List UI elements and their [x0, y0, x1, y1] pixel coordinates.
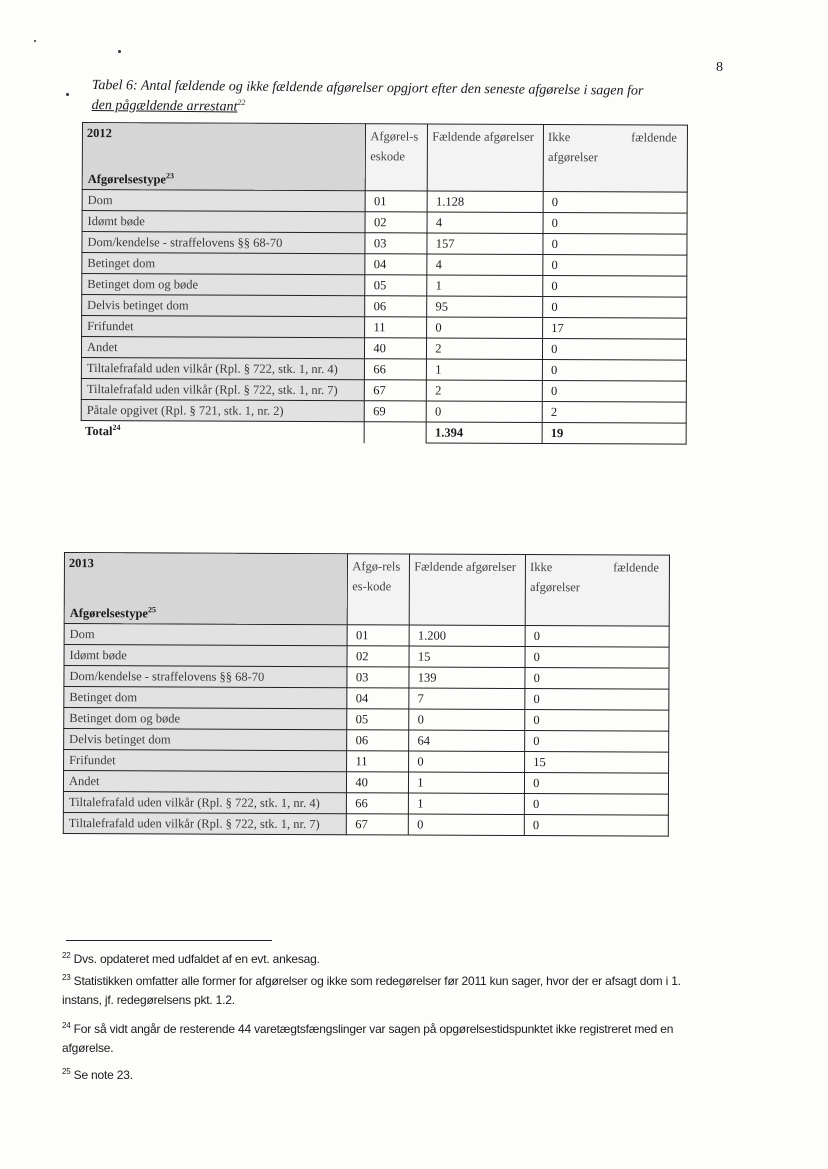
total-row: [81, 420, 686, 444]
faeldende-cell: 0: [409, 751, 525, 773]
footnote-23: $^{23}$ Statistikken omfatter alle former for afgørelser og ikke som redegørelser før 2011 kun sager, hvor der er afsagt dom i 1. instans, jf. redegørelsens pkt. 1.2.: [62, 973, 681, 1007]
faeldende-cell: 157: [427, 233, 543, 255]
page-number: 8: [716, 60, 723, 75]
ikke-faeldende-column-header: Ikke fældende afgørelser: [543, 125, 687, 193]
faeldende-cell: 95: [427, 296, 543, 318]
table-row: [82, 295, 687, 319]
table-row: [82, 211, 687, 235]
code-column-header: Afgø-relses-kode: [348, 554, 410, 625]
table-row: [64, 729, 669, 753]
faeldende-cell: 4: [427, 212, 543, 234]
table-row: [82, 232, 687, 256]
faeldende-cell: 2: [427, 380, 543, 402]
faeldende-cell: 1: [409, 793, 525, 815]
type-cell: Dom: [64, 624, 348, 646]
code-column-header: Afgørel-seskode: [366, 124, 428, 191]
table-row: [63, 791, 668, 815]
faeldende-cell: 2: [427, 338, 543, 360]
scan-speck: [34, 40, 36, 42]
caption-line-1: Tabel 6: Antal fældende og ikke fældende afgørelser opgjort efter den seneste afgørelse i sagen for: [91, 77, 644, 99]
ikke-faeldende-cell: 0: [525, 773, 669, 795]
code-cell: 05: [365, 275, 427, 296]
code-cell: 01: [348, 625, 410, 646]
total-ikke-faeldende: 19: [542, 423, 686, 445]
faeldende-cell: 0: [427, 317, 543, 339]
type-cell: Dom/kendelse - straffelovens §§ 68-70: [82, 232, 366, 254]
total-faeldende: 1.394: [426, 422, 542, 444]
type-cell: Frifundet: [64, 750, 348, 772]
type-cell: Idømt bøde: [64, 645, 348, 667]
type-cell: Delvis betinget dom: [64, 729, 348, 751]
type-cell: Påtale opgivet (Rpl. § 721, stk. 1, nr. 2): [81, 399, 365, 421]
faeldende-cell: 64: [409, 730, 525, 752]
code-cell: 40: [365, 338, 427, 359]
scan-speck: [118, 50, 121, 53]
type-cell: Betinget dom og bøde: [82, 274, 366, 296]
faeldende-cell: 1: [409, 772, 525, 794]
type-cell: Tiltalefrafald uden vilkår (Rpl. § 722, stk. 1, nr. 4): [81, 357, 365, 379]
type-cell: Betinget dom og bøde: [64, 708, 348, 730]
type-cell: Betinget dom: [64, 687, 348, 709]
ikke-faeldende-cell: 2: [542, 402, 686, 424]
ikke-faeldende-cell: 0: [543, 276, 687, 298]
type-cell: Tiltalefrafald uden vilkår (Rpl. § 722, stk. 1, nr. 7): [81, 378, 365, 400]
table-row: [63, 771, 668, 795]
faeldende-cell: 0: [409, 709, 525, 731]
code-cell: 66: [365, 359, 427, 380]
faeldende-cell: 0: [409, 814, 525, 836]
type-header-cell: [64, 553, 348, 625]
code-cell: 03: [365, 233, 427, 254]
type-cell: Andet: [63, 771, 347, 793]
faeldende-column-header: Fældende afgørelser: [428, 124, 544, 192]
ikke-faeldende-cell: 15: [525, 752, 669, 774]
ikke-faeldende-cell: 0: [543, 297, 687, 319]
table-row: [64, 666, 669, 690]
ikke-faeldende-cell: 0: [525, 731, 669, 753]
ikke-faeldende-cell: 0: [543, 234, 687, 256]
type-cell: Idømt bøde: [82, 211, 366, 233]
faeldende-cell: 1.200: [409, 625, 525, 647]
table-year: 2013: [68, 556, 94, 571]
type-cell: Tiltalefrafald uden vilkår (Rpl. § 722, stk. 1, nr. 4): [63, 791, 347, 813]
code-cell: 04: [347, 688, 409, 709]
code-cell: 11: [365, 317, 427, 338]
footnote-22: $^{22}$ Dvs. opdateret med udfaldet af en evt. ankesag.: [62, 951, 320, 966]
table-row: [64, 645, 669, 669]
code-cell: 40: [347, 772, 409, 793]
faeldende-cell: 4: [427, 254, 543, 276]
code-cell: 01: [366, 191, 428, 212]
code-cell: 04: [365, 254, 427, 275]
type-cell: Dom: [82, 190, 366, 212]
caption-line-2: den pågældende arrestant: [91, 97, 238, 115]
table-row: [82, 274, 687, 298]
table-row: [64, 687, 669, 711]
table-row: [63, 812, 668, 836]
total-label: Total$^{24}$: [85, 422, 121, 439]
code-cell: 67: [365, 380, 427, 401]
code-cell: 11: [347, 751, 409, 772]
code-cell: 06: [347, 730, 409, 751]
table-row: [82, 316, 687, 340]
ikke-faeldende-cell: 0: [543, 192, 687, 214]
ikke-faeldende-cell: 0: [525, 689, 669, 711]
table-row: [81, 378, 686, 402]
ikke-faeldende-cell: 0: [525, 626, 669, 648]
table-row: [81, 399, 686, 423]
table-row: [82, 253, 687, 277]
scan-speck: [66, 93, 69, 96]
footnote-24: $^{24}$ For så vidt angår de resterende 44 varetægtsfængslinger var sagen på opgørelsestidspunktet ikke registreret med en afgørelse.: [62, 1021, 674, 1055]
type-cell: Andet: [81, 337, 365, 359]
table-row: [64, 624, 669, 648]
ikke-faeldende-cell: 17: [543, 318, 687, 340]
table-caption: [92, 76, 742, 123]
faeldende-cell: 139: [409, 667, 525, 689]
table-row: [64, 750, 669, 774]
type-cell: Dom/kendelse - straffelovens §§ 68-70: [64, 666, 348, 688]
ikke-faeldende-cell: 0: [524, 815, 668, 837]
ikke-faeldende-cell: 0: [543, 360, 687, 382]
caption-footnote-ref: 22: [237, 97, 246, 107]
table-row: [82, 190, 687, 214]
faeldende-cell: 15: [409, 646, 525, 668]
table-2012: [81, 122, 688, 445]
type-cell: Tiltalefrafald uden vilkår (Rpl. § 722, stk. 1, nr. 7): [63, 812, 347, 834]
code-cell: 02: [347, 646, 409, 667]
ikke-faeldende-cell: 0: [524, 794, 668, 816]
type-cell: Frifundet: [82, 316, 366, 338]
ikke-faeldende-cell: 0: [542, 381, 686, 403]
code-cell: 05: [347, 709, 409, 730]
table-year: 2012: [86, 126, 112, 141]
faeldende-cell: 7: [409, 688, 525, 710]
faeldende-cell: 1.128: [427, 191, 543, 213]
code-cell: 69: [365, 401, 427, 422]
ikke-faeldende-cell: 0: [525, 710, 669, 732]
type-column-header: Afgørelsestype$^{23}$: [87, 171, 175, 187]
type-cell: Betinget dom: [82, 253, 366, 275]
ikke-faeldende-column-header: Ikke fældende afgørelser: [525, 555, 669, 627]
code-cell: 06: [365, 296, 427, 317]
type-header-cell: [82, 123, 366, 191]
faeldende-column-header: Fældende afgørelser: [409, 554, 525, 626]
ikke-faeldende-cell: 0: [543, 213, 687, 235]
faeldende-cell: 1: [427, 275, 543, 297]
code-cell: 02: [365, 212, 427, 233]
table-row: [81, 337, 686, 361]
type-column-header: Afgørelsestype$^{25}$: [69, 605, 157, 621]
code-cell: 03: [347, 667, 409, 688]
table-2013: [63, 552, 670, 837]
table-header-row: [82, 123, 687, 193]
faeldende-cell: 0: [427, 401, 543, 423]
footnote-25: $^{25}$ Se note 23.: [62, 1067, 133, 1082]
type-cell: Delvis betinget dom: [82, 295, 366, 317]
ikke-faeldende-cell: 0: [543, 255, 687, 277]
ikke-faeldende-cell: 0: [543, 339, 687, 361]
code-cell: 66: [347, 793, 409, 814]
ikke-faeldende-cell: 0: [525, 668, 669, 690]
table-header-row: [64, 553, 669, 627]
ikke-faeldende-cell: 0: [525, 647, 669, 669]
faeldende-cell: 1: [427, 359, 543, 381]
table-row: [64, 708, 669, 732]
table-row: [81, 357, 686, 381]
code-cell: 67: [347, 814, 409, 835]
footnote-separator: [66, 940, 272, 941]
